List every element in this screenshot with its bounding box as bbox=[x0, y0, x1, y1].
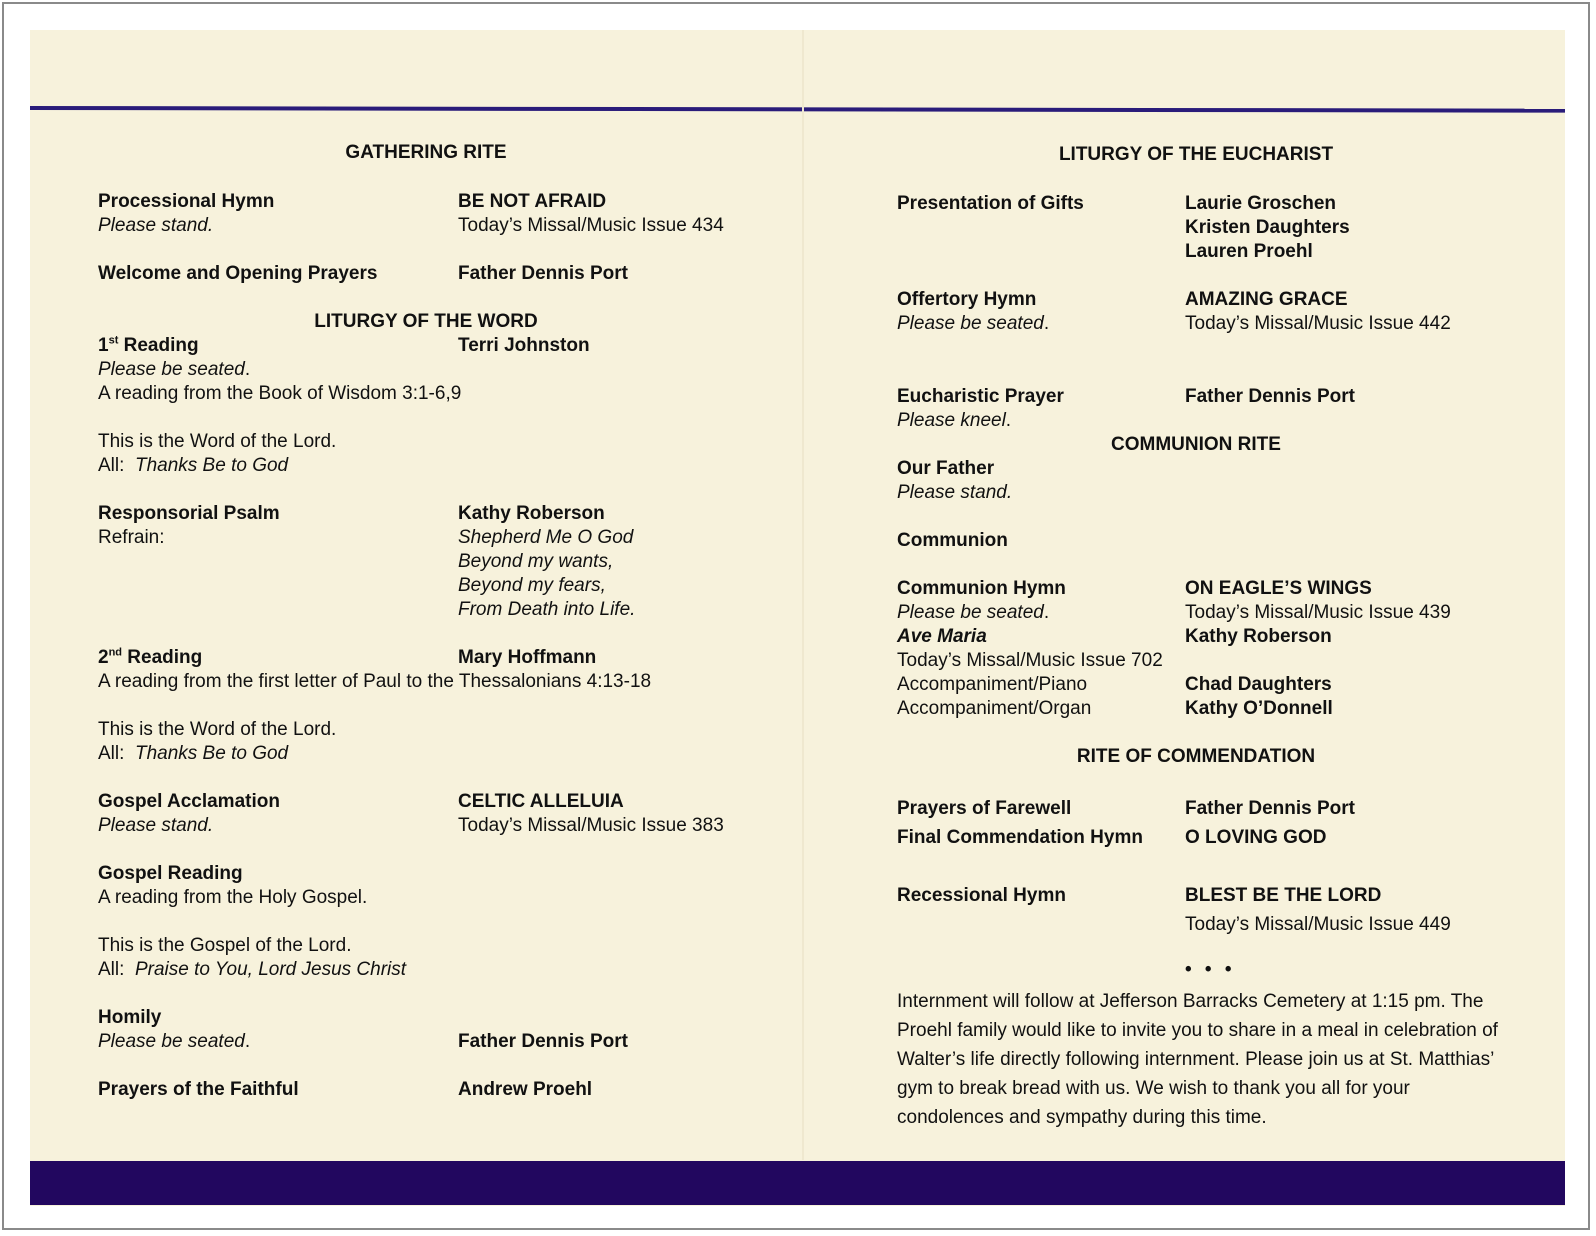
first-reading-text: A reading from the Book of Wisdom 3:1-6,9 bbox=[98, 383, 462, 404]
center-fold bbox=[802, 30, 804, 1160]
offertory-note: Please be seated. bbox=[897, 313, 1050, 334]
communion-hymn-issue: Today’s Missal/Music Issue 439 bbox=[1185, 602, 1451, 623]
gift-bearer: Laurie Groschen bbox=[1185, 193, 1336, 214]
accompaniment-organ-player: Kathy O’Donnell bbox=[1185, 698, 1333, 719]
first-reading-label bbox=[98, 334, 199, 358]
second-reading-response bbox=[98, 742, 288, 766]
processional-hymn-label: Processional Hymn bbox=[98, 191, 275, 212]
prayers-of-faithful-label: Prayers of the Faithful bbox=[98, 1079, 299, 1100]
second-reading-text: A reading from the first letter of Paul to the Thessalonians 4:13-18 bbox=[98, 671, 652, 692]
communion-label: Communion bbox=[897, 530, 1008, 551]
first-reading-response bbox=[98, 454, 288, 478]
eucharistic-prayer-label: Eucharistic Prayer bbox=[897, 386, 1064, 407]
psalm-refrain: Refrain: bbox=[98, 527, 165, 548]
gospel-response-text: Praise to You, Lord Jesus Christ bbox=[134, 959, 407, 980]
first-reading-closing: This is the Word of the Lord. bbox=[98, 431, 337, 452]
recessional-issue: Today’s Missal/Music Issue 449 bbox=[1185, 914, 1451, 935]
our-father-label: Our Father bbox=[897, 458, 995, 479]
gospel-reading-text: A reading from the Holy Gospel. bbox=[98, 887, 368, 908]
homily-officiant: Father Dennis Port bbox=[458, 1031, 628, 1052]
section-title-gathering-rite: GATHERING RITE bbox=[345, 142, 507, 163]
offertory-note-text: Please be seated bbox=[897, 313, 1044, 334]
recessional-song: BLEST BE THE LORD bbox=[1185, 885, 1382, 906]
second-reading-closing: This is the Word of the Lord. bbox=[98, 719, 337, 740]
first-reading-note: Please be seated. bbox=[98, 359, 251, 380]
first-reading-number: 1 bbox=[98, 335, 109, 356]
communion-hymn-label: Communion Hymn bbox=[897, 578, 1066, 599]
accompaniment-organ-label: Accompaniment/Organ bbox=[897, 698, 1092, 719]
prayers-of-farewell-officiant: Father Dennis Port bbox=[1185, 798, 1355, 819]
section-title-rite-of-commendation: RITE OF COMMENDATION bbox=[1076, 746, 1316, 767]
gospel-acclamation-issue: Today’s Missal/Music Issue 383 bbox=[458, 815, 724, 836]
gift-bearer: Kristen Daughters bbox=[1185, 217, 1350, 238]
welcome-officiant: Father Dennis Port bbox=[458, 263, 628, 284]
prayers-of-farewell-label: Prayers of Farewell bbox=[897, 798, 1072, 819]
second-reading-ordinal: nd bbox=[108, 646, 123, 659]
second-reading-word: Reading bbox=[122, 647, 203, 668]
communion-hymn-note-text: Please be seated bbox=[897, 602, 1044, 623]
ave-maria-singer: Kathy Roberson bbox=[1185, 626, 1332, 647]
first-reader: Terri Johnston bbox=[458, 335, 590, 356]
second-reading-number: 2 bbox=[98, 647, 109, 668]
second-reading-all: All: bbox=[98, 743, 125, 764]
gospel-closing: This is the Gospel of the Lord. bbox=[98, 935, 352, 956]
first-reading-note-text: Please be seated bbox=[98, 359, 245, 380]
final-commendation-hymn-label: Final Commendation Hymn bbox=[897, 827, 1143, 848]
our-father-note: Please stand. bbox=[897, 482, 1013, 503]
homily-note-text: Please be seated bbox=[98, 1031, 245, 1052]
eucharistic-prayer-note: Please kneel. bbox=[897, 410, 1012, 431]
section-title-communion-rite: COMMUNION RITE bbox=[1111, 434, 1281, 455]
homily-label: Homily bbox=[98, 1007, 162, 1028]
gospel-all: All: bbox=[98, 959, 125, 980]
psalm-line: Beyond my wants, bbox=[458, 551, 614, 572]
ave-maria-issue: Today’s Missal/Music Issue 702 bbox=[897, 650, 1163, 671]
welcome-label: Welcome and Opening Prayers bbox=[98, 263, 378, 284]
separator-bullets: • • • bbox=[1185, 959, 1236, 980]
recessional-hymn-label: Recessional Hymn bbox=[897, 885, 1066, 906]
processional-issue: Today’s Missal/Music Issue 434 bbox=[458, 215, 724, 236]
accompaniment-piano-label: Accompaniment/Piano bbox=[897, 674, 1088, 695]
first-reading-word: Reading bbox=[118, 335, 199, 356]
eucharistic-prayer-note-text: Please kneel bbox=[897, 410, 1006, 431]
psalm-label: Responsorial Psalm bbox=[98, 503, 280, 524]
processional-note: Please stand. bbox=[98, 215, 214, 236]
first-reading-response-text: Thanks Be to God bbox=[134, 455, 289, 476]
second-reading-label bbox=[98, 646, 202, 670]
psalm-line: Shepherd Me O God bbox=[458, 527, 634, 548]
psalm-line: From Death into Life. bbox=[458, 599, 636, 620]
gospel-response bbox=[98, 958, 406, 982]
footer-bar bbox=[30, 1161, 1565, 1205]
gospel-reading-label: Gospel Reading bbox=[98, 863, 243, 884]
psalm-cantor: Kathy Roberson bbox=[458, 503, 605, 524]
gospel-acclamation-song: CELTIC ALLELUIA bbox=[458, 791, 624, 812]
first-reading-all: All: bbox=[98, 455, 125, 476]
psalm-line: Beyond my fears, bbox=[458, 575, 606, 596]
accompaniment-piano-player: Chad Daughters bbox=[1185, 674, 1332, 695]
first-reading-ordinal: st bbox=[108, 334, 119, 347]
second-reading-response-text: Thanks Be to God bbox=[134, 743, 289, 764]
prayers-of-faithful-reader: Andrew Proehl bbox=[458, 1079, 593, 1100]
final-commendation-song: O LOVING GOD bbox=[1185, 827, 1327, 848]
second-reader: Mary Hoffmann bbox=[458, 647, 597, 668]
offertory-issue: Today’s Missal/Music Issue 442 bbox=[1185, 313, 1451, 334]
homily-note: Please be seated. bbox=[98, 1031, 251, 1052]
gift-bearer: Lauren Proehl bbox=[1185, 241, 1313, 262]
section-title-liturgy-of-the-word: LITURGY OF THE WORD bbox=[314, 311, 538, 332]
communion-hymn-note: Please be seated. bbox=[897, 602, 1050, 623]
communion-hymn-song: ON EAGLE’S WINGS bbox=[1185, 578, 1372, 599]
closing-paragraph: Internment will follow at Jefferson Barracks Cemetery at 1:15 pm. The Proehl family would like to invite you to share in a meal in celebration of Walter’s life directly following internment. Please join us at St. Matthias’ gym to break bread with us. We wish to thank you all for your condolences and sympathy during this time. bbox=[897, 991, 1498, 1128]
processional-song: BE NOT AFRAID bbox=[458, 191, 607, 212]
gospel-acclamation-label: Gospel Acclamation bbox=[98, 791, 280, 812]
ave-maria-label: Ave Maria bbox=[897, 626, 987, 647]
offertory-hymn-label: Offertory Hymn bbox=[897, 289, 1037, 310]
presentation-of-gifts-label: Presentation of Gifts bbox=[897, 193, 1084, 214]
offertory-song: AMAZING GRACE bbox=[1185, 289, 1348, 310]
eucharistic-prayer-officiant: Father Dennis Port bbox=[1185, 386, 1355, 407]
section-title-liturgy-of-the-eucharist: LITURGY OF THE EUCHARIST bbox=[1058, 144, 1334, 165]
gospel-acclamation-note: Please stand. bbox=[98, 815, 214, 836]
